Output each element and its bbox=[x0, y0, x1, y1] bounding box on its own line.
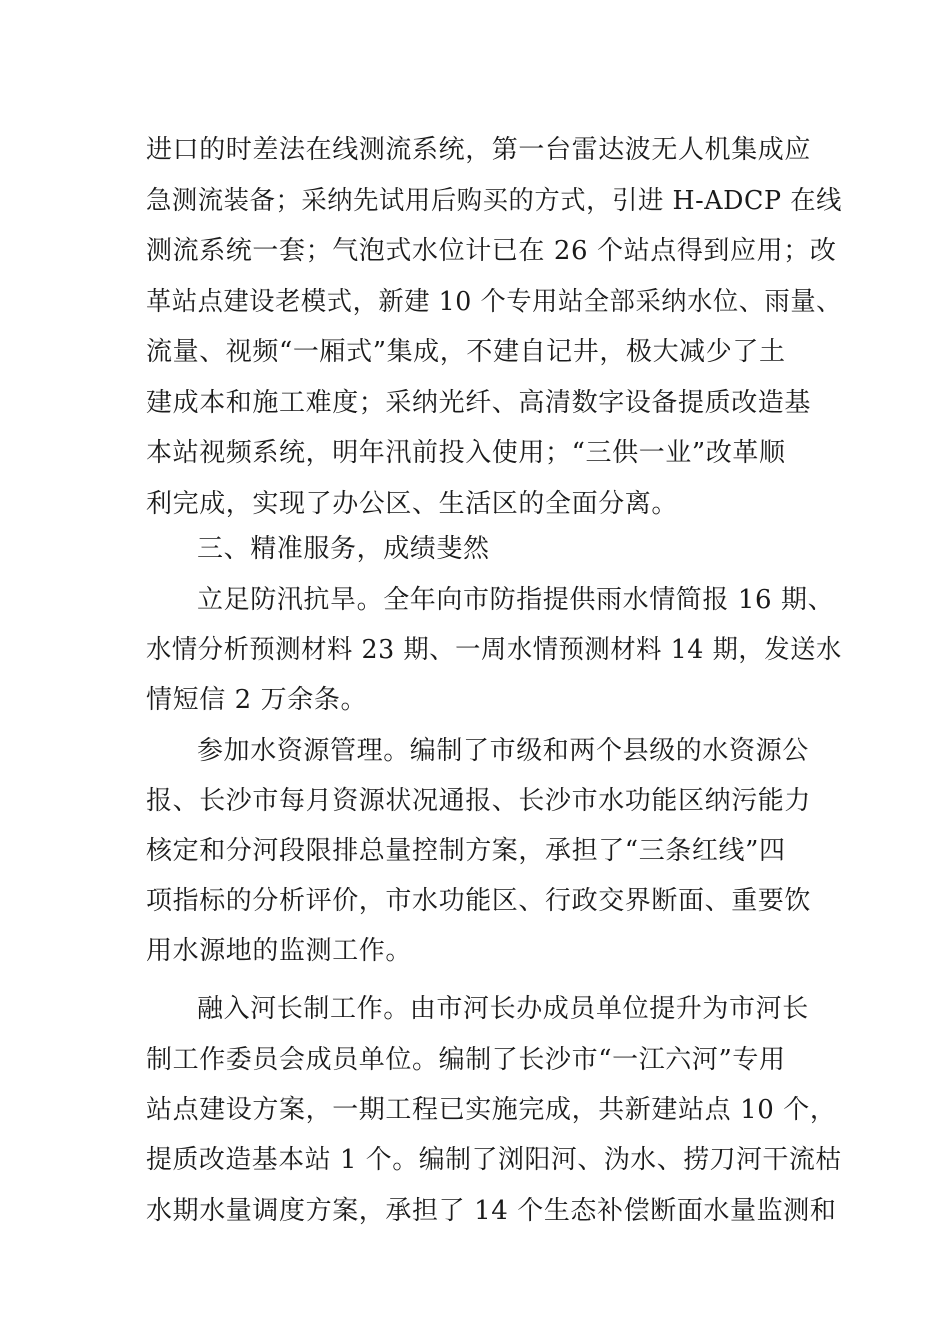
text-line: 站点建设方案，一期工程已实施完成，共新建站点 10 个， bbox=[146, 1095, 837, 1125]
text-line: 革站点建设老模式，新建 10 个专用站全部采纳水位、雨量、 bbox=[146, 287, 843, 317]
paragraph-first-line: 参加水资源管理。编制了市级和两个县级的水资源公 bbox=[197, 736, 809, 766]
paragraph-first-line: 融入河长制工作。由市河长办成员单位提升为市河长 bbox=[197, 994, 809, 1024]
text-line: 项指标的分析评价，市水功能区、行政交界断面、重要饮 bbox=[146, 886, 812, 916]
text-line: 报、长沙市每月资源状况通报、长沙市水功能区纳污能力 bbox=[146, 786, 812, 816]
text-line: 水期水量调度方案，承担了 14 个生态补偿断面水量监测和 bbox=[146, 1196, 837, 1226]
text-line: 建成本和施工难度；采纳光纤、高清数字设备提质改造基 bbox=[146, 388, 812, 418]
text-line: 核定和分河段限排总量控制方案，承担了“三条红线”四 bbox=[146, 836, 786, 866]
text-line: 急测流装备；采纳先试用后购买的方式，引进 H-ADCP 在线 bbox=[146, 186, 842, 216]
paragraph-first-line: 立足防汛抗旱。全年向市防指提供雨水情简报 16 期、 bbox=[197, 585, 835, 615]
text-line: 进口的时差法在线测流系统，第一台雷达波无人机集成应 bbox=[146, 135, 812, 165]
text-line: 制工作委员会成员单位。编制了长沙市“一江六河”专用 bbox=[146, 1045, 786, 1075]
section-heading: 三、精准服务，成绩斐然 bbox=[197, 534, 490, 564]
text-line: 水情分析预测材料 23 期、一周水情预测材料 14 期，发送水 bbox=[146, 635, 842, 665]
text-line: 测流系统一套；气泡式水位计已在 26 个站点得到应用；改 bbox=[146, 236, 837, 266]
text-line: 情短信 2 万余条。 bbox=[146, 685, 368, 715]
text-line: 本站视频系统，明年汛前投入使用；“三供一业”改革顺 bbox=[146, 438, 786, 468]
text-line: 利完成，实现了办公区、生活区的全面分离。 bbox=[146, 489, 679, 519]
text-line: 流量、视频“一厢式”集成，不建自记井，极大减少了土 bbox=[146, 337, 786, 367]
text-line: 用水源地的监测工作。 bbox=[146, 936, 413, 966]
text-line: 提质改造基本站 1 个。编制了浏阳河、沩水、捞刀河干流枯 bbox=[146, 1145, 842, 1175]
